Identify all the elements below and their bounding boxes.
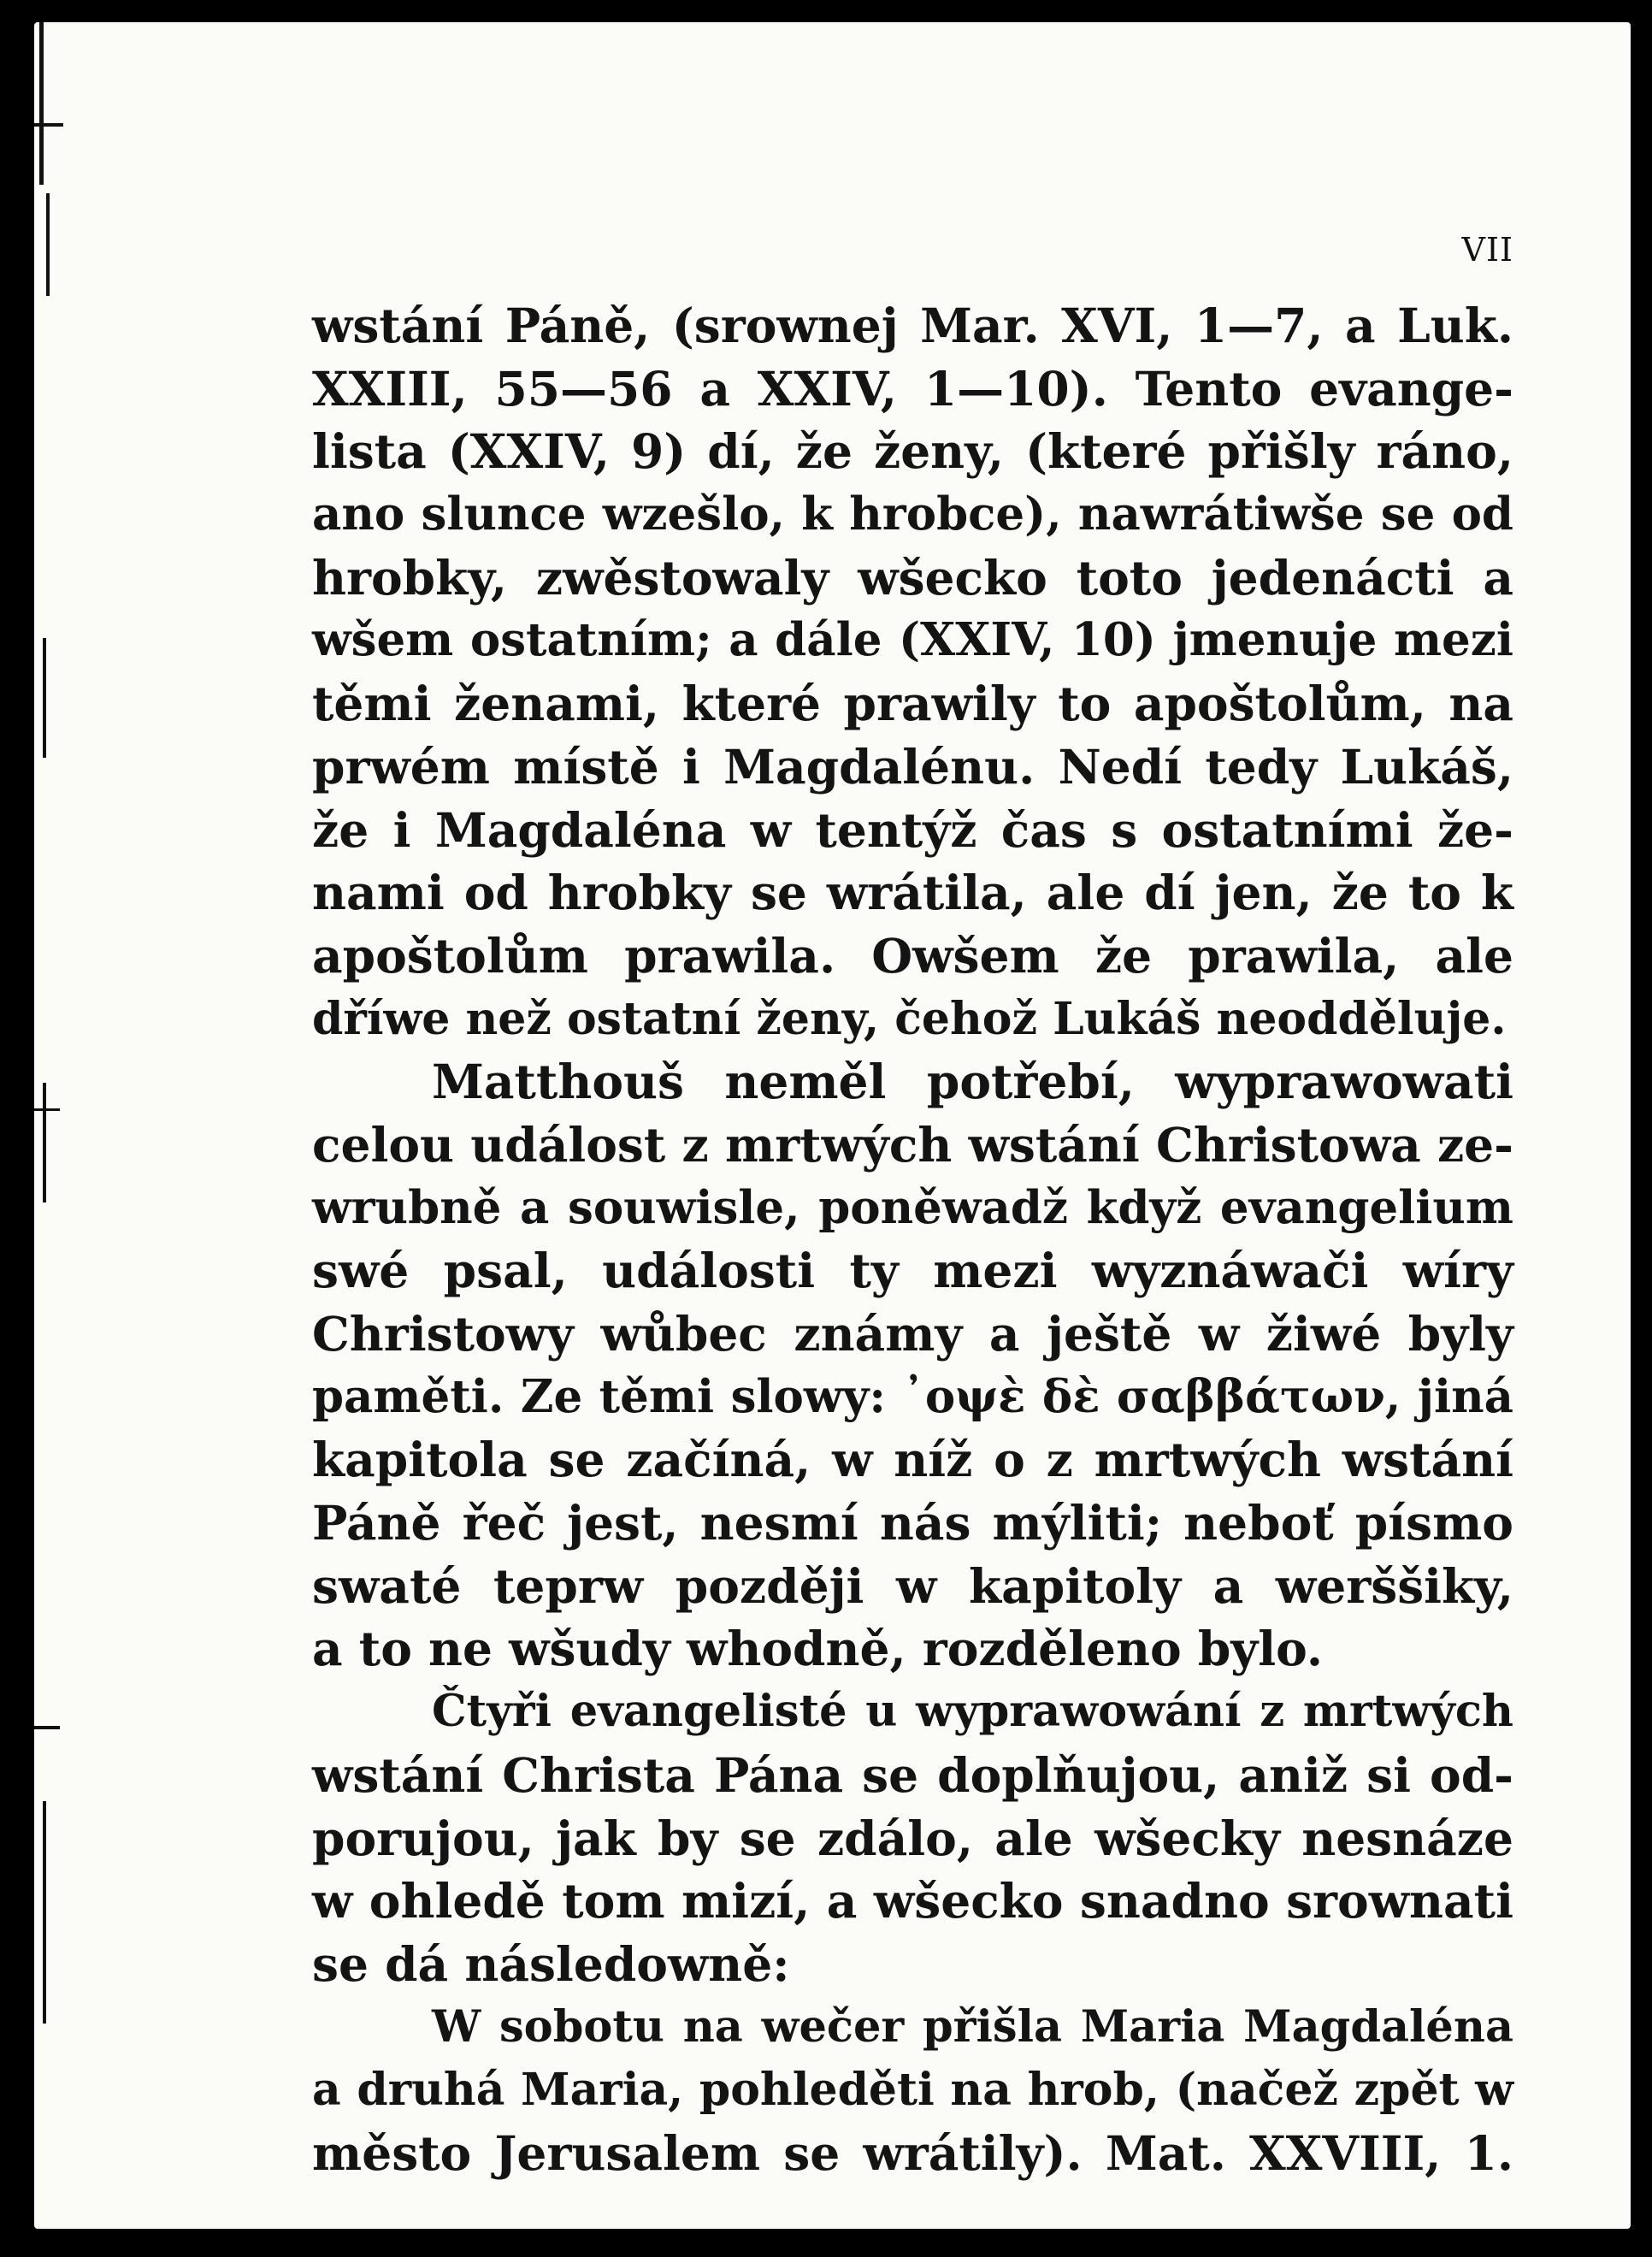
gutter-rule xyxy=(43,638,46,758)
gutter-rule xyxy=(43,1083,46,1202)
text-line: apoštolům prawila. Owšem že prawila, ale xyxy=(312,927,1513,984)
text-line: se dá následowně: xyxy=(312,1935,790,1992)
text-line: a to ne wšudy whodně, rozděleno bylo. xyxy=(312,1621,1323,1677)
text-line: wstání Páně, (srownej Mar. XVI, 1—7, a Luk. xyxy=(312,298,1513,353)
page-number: VII xyxy=(1461,231,1513,269)
text-line: město Jerusalem se wrátily). Mat. XXVIII, 1. xyxy=(312,2124,1513,2181)
text-line: swaté teprw později w kapitoly a werššiky, xyxy=(312,1557,1513,1614)
gutter-rule xyxy=(34,1108,60,1111)
text-line: paměti. Ze těmi slowy: ᾿οψὲ δὲ σαββάτων, jiná xyxy=(312,1369,1513,1423)
book-page xyxy=(34,22,1631,2229)
gutter-rule xyxy=(34,123,63,127)
text-line: nami od hrobky se wrátila, ale dí jen, že to k xyxy=(312,865,1513,921)
text-line: dříwe než ostatní ženy, čehož Lukáš neodděluje. xyxy=(312,992,1507,1045)
body-text xyxy=(312,294,1513,2185)
text-line: Páně řeč jest, nesmí nás mýliti; neboť písmo xyxy=(312,1495,1513,1551)
text-line: wšem ostatním; a dále (XXIV, 10) jmenuje mezi xyxy=(312,613,1513,667)
text-line: těmi ženami, které prawily to apoštolům, na xyxy=(312,676,1513,732)
gutter-rule xyxy=(43,1801,46,2024)
text-line: w ohledě tom mizí, a wšecko snadno srownati xyxy=(312,1873,1513,1929)
text-line: swé psal, události ty mezi wyznáwači wíry xyxy=(312,1243,1513,1299)
gutter-rule xyxy=(39,22,44,185)
text-line: kapitola se začíná, w níž o z mrtwých wstání xyxy=(312,1432,1513,1488)
gutter-rule xyxy=(46,193,50,296)
text-line: XXIII, 55—56 a XXIV, 1—10). Tento evange- xyxy=(312,360,1513,417)
text-line: celou událost z mrtwých wstání Christowa ze- xyxy=(312,1116,1513,1173)
text-line: a druhá Maria, pohleděti na hrob, (načež zpět w xyxy=(312,2064,1513,2117)
gutter-rule xyxy=(34,1726,60,1729)
text-line: porujou, jak by se zdálo, ale wšecky nesnáze xyxy=(312,1810,1513,1866)
text-line: že i Magdaléna w tentýž čas s ostatními že- xyxy=(312,801,1513,858)
text-line: prwém místě i Magdalénu. Nedí tedy Lukáš, xyxy=(312,738,1513,795)
text-line: wrubně a souwisle, poněwadž když evangelium xyxy=(312,1180,1513,1234)
text-line: wstání Christa Pána se doplňujou, aniž si od- xyxy=(312,1746,1513,1803)
text-line: Čtyři evangelisté u wyprawowání z mrtwých xyxy=(432,1686,1513,1738)
text-line: W sobotu na wečer přišla Maria Magdaléna xyxy=(432,2000,1513,2053)
text-line: hrobky, zwěstowaly wšecko toto jedenácti a xyxy=(312,549,1513,606)
text-line: lista (XXIV, 9) dí, že ženy, (které přišly ráno, xyxy=(312,423,1513,480)
text-line: ano slunce wzešlo, k hrobce), nawrátiwše se od xyxy=(312,487,1513,541)
text-line: Christowy wůbec známy a ještě w žiwé byly xyxy=(312,1306,1513,1362)
text-line: Matthouš neměl potřebí, wyprawowati xyxy=(432,1054,1513,1110)
